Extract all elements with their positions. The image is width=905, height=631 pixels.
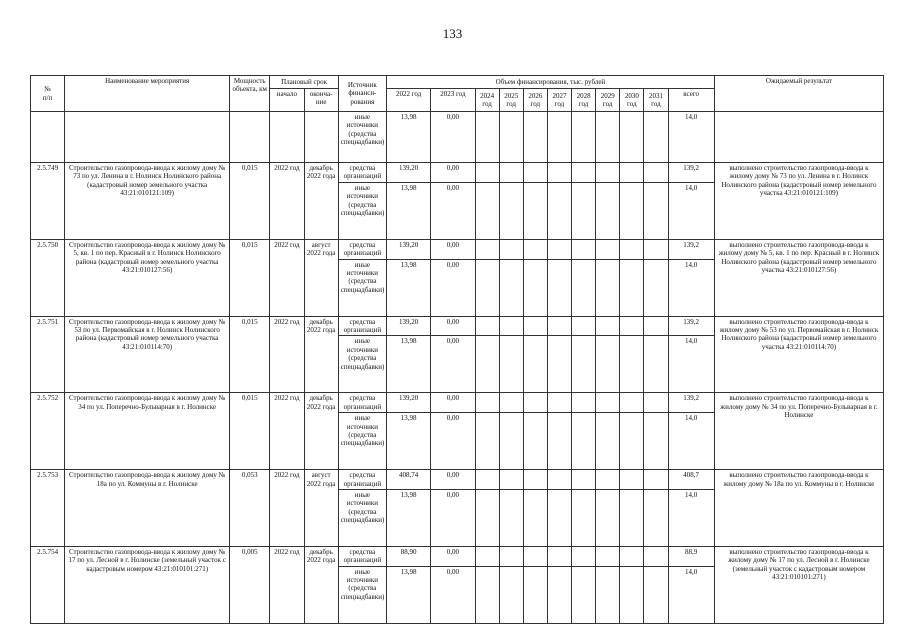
total-cell: 139,2 [668,393,714,413]
total-cell: 14,0 [668,182,714,239]
start-cell: 2022 год [270,470,304,547]
capacity-cell: 0,053 [230,470,270,547]
col-volume-header: Объем финансирования, тыс. рублей [387,76,715,89]
amount-cell: 0,00 [431,336,475,393]
measure-name: Строительство газопровода-ввода к жилому дому № 34 по ул. Поперечно-Бульварная в г. Нолинске [65,393,230,470]
expected-result: выполнено строительство газопровода-ввода к жилому дому № 5, кв. 1 по пер. Красный в г. Нолинск Нолинского района (кадастровый номер земельного участка 43:21:010127:56) [714,239,883,316]
total-cell: 139,2 [668,316,714,336]
row-number: 2.5.750 [31,239,65,316]
total-cell: 14,0 [668,259,714,316]
table-row [31,546,884,566]
total-cell: 14,0 [668,413,714,470]
amount-cell: 13,98 [387,259,431,316]
amount-cell: 88,90 [387,546,431,566]
row-number: 2.5.749 [31,163,65,240]
financing-table [30,75,884,624]
capacity-cell: 0,015 [230,239,270,316]
expected-result: выполнено строительство газопровода-ввода к жилому дому № 73 по ул. Ленина в г. Нолинск Нолинского района (кадастровый номер земельного участка 43:21:010121:109) [714,163,883,240]
col-year-header: 2024 год [475,89,499,112]
col-year-header: 2030 год [620,89,644,112]
amount-cell: 0,00 [431,546,475,566]
page-number: 133 [442,26,463,41]
expected-result: выполнено строительство газопровода-ввода к жилому дому № 17 по ул. Лесной в г. Нолинске (земельный участок с кадастровым номером 43:21:010101:271) [714,546,883,623]
amount-cell: 0,00 [431,163,475,183]
col-year-header: 2023 год [431,89,475,112]
measure-name: Строительство газопровода-ввода к жилому дому № 73 по ул. Ленина в г. Нолинск Нолинского района (кадастровый номер земельного участка 43:21:010121:109) [65,163,230,240]
continuation-row [31,112,884,163]
amount-cell: 0,00 [431,316,475,336]
table-row [31,239,884,259]
expected-result: выполнено строительство газопровода-ввода к жилому дому № 18а по ул. Коммуны в г. Нолинске [714,470,883,547]
amount-cell: 0,00 [431,413,475,470]
total-cell: 14,0 [668,489,714,546]
source-cell: средства организаций [338,546,386,566]
end-cell: декабрь 2022 года [304,393,338,470]
amount-cell: 0,00 [431,259,475,316]
source-cell: иные источники (средства спецнадбавки) [338,259,386,316]
source-cell: средства организаций [338,316,386,336]
source-cell: иные источники (средства спецнадбавки) [338,413,386,470]
end-cell: декабрь 2022 года [304,163,338,240]
source-cell: средства организаций [338,163,386,183]
end-cell: декабрь 2022 года [304,546,338,623]
amount-cell: 139,20 [387,239,431,259]
amount-cell: 139,20 [387,163,431,183]
col-capacity-header: Мощность объекта, км [230,76,270,112]
start-cell: 2022 год [270,546,304,623]
amount-cell: 13,98 [387,182,431,239]
amount-cell: 13,98 [387,336,431,393]
start-cell: 2022 год [270,239,304,316]
amount-cell: 0,00 [431,489,475,546]
total-cell: 139,2 [668,163,714,183]
source-cell: средства организаций [338,393,386,413]
expected-result: выполнено строительство газопровода-ввода к жилому дому № 53 по ул. Первомайская в г. Нолинск Нолинского района (кадастровый номер земельного участка 43:21:010114:70) [714,316,883,393]
measure-name: Строительство газопровода-ввода к жилому дому № 53 по ул. Первомайская в г. Нолинск Нолинского района (кадастровый номер земельного участка 43:21:010114:70) [65,316,230,393]
row-number: 2.5.754 [31,546,65,623]
end-cell: август 2022 года [304,470,338,547]
source-cell: средства организаций [338,239,386,259]
total-cell: 408,7 [668,470,714,490]
capacity-cell: 0,015 [230,163,270,240]
capacity-cell: 0,015 [230,316,270,393]
row-number: 2.5.751 [31,316,65,393]
total-cell: 14,0 [668,336,714,393]
col-sources-header: Источник финанси- рования [338,76,386,112]
col-year-header: 2022 год [387,89,431,112]
col-year-header: 2025 год [499,89,523,112]
start-cell: 2022 год [270,316,304,393]
amount-cell: 13,98 [387,112,431,163]
table-row [31,393,884,413]
col-result-header: Ожидаемый результат [714,76,883,112]
col-year-header: 2031 год [644,89,668,112]
source-cell: иные источники (средства спецнадбавки) [338,112,386,163]
row-number: 2.5.753 [31,470,65,547]
table-row [31,470,884,490]
table-row [31,316,884,336]
col-total-header: всего [668,89,714,112]
col-name-header: Наименование мероприятия [65,76,230,112]
expected-result: выполнено строительство газопровода-ввода к жилому дому № 34 по ул. Поперечно-Бульварная в г. Нолинске [714,393,883,470]
measure-name: Строительство газопровода-ввода к жилому дому № 18а по ул. Коммуны в г. Нолинске [65,470,230,547]
start-cell: 2022 год [270,393,304,470]
measure-name: Строительство газопровода-ввода к жилому дому № 17 по ул. Лесной в г. Нолинске (земельный участок с кадастровым номером 43:21:010101:271) [65,546,230,623]
amount-cell: 13,98 [387,489,431,546]
col-year-header: 2028 год [572,89,596,112]
start-cell: 2022 год [270,163,304,240]
source-cell: иные источники (средства спецнадбавки) [338,336,386,393]
amount-cell: 0,00 [431,393,475,413]
amount-cell: 0,00 [431,239,475,259]
end-cell: декабрь 2022 года [304,316,338,393]
col-term-header: Плановый срок [270,76,338,89]
col-start-header: начало [270,89,304,112]
total-cell: 139,2 [668,239,714,259]
amount-cell: 139,20 [387,316,431,336]
source-cell: средства организаций [338,470,386,490]
total-cell: 14,0 [668,566,714,623]
table-row [31,163,884,183]
total-cell: 14,0 [668,112,714,163]
end-cell: август 2022 года [304,239,338,316]
amount-cell: 0,00 [431,470,475,490]
amount-cell: 0,00 [431,182,475,239]
col-year-header: 2026 год [523,89,547,112]
col-end-header: оконча- ние [304,89,338,112]
source-cell: иные источники (средства спецнадбавки) [338,182,386,239]
amount-cell: 0,00 [431,566,475,623]
capacity-cell: 0,005 [230,546,270,623]
col-year-header: 2027 год [547,89,571,112]
row-number: 2.5.752 [31,393,65,470]
amount-cell: 408,74 [387,470,431,490]
col-year-header: 2029 год [596,89,620,112]
total-cell: 88,9 [668,546,714,566]
capacity-cell: 0,015 [230,393,270,470]
measure-name: Строительство газопровода-ввода к жилому дому № 5, кв. 1 по пер. Красный в г. Нолинск Нолинского района (кадастровый номер земельного участка 43:21:010127:56) [65,239,230,316]
source-cell: иные источники (средства спецнадбавки) [338,566,386,623]
amount-cell: 13,98 [387,566,431,623]
amount-cell: 0,00 [431,112,475,163]
col-num-header: № п/п [31,76,65,112]
amount-cell: 13,98 [387,413,431,470]
amount-cell: 139,20 [387,393,431,413]
source-cell: иные источники (средства спецнадбавки) [338,489,386,546]
